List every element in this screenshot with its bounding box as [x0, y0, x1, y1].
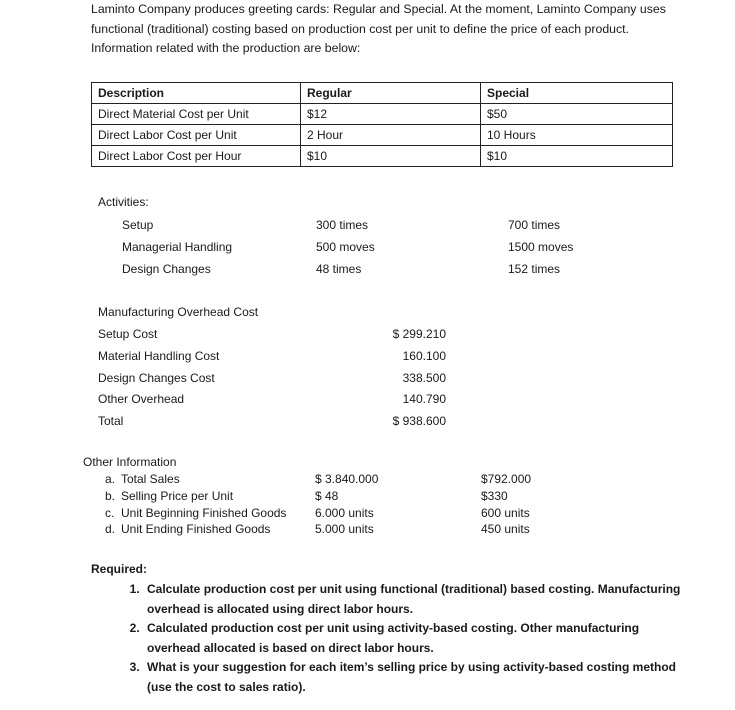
activity-special: 152 times — [508, 262, 561, 276]
overhead-title: Manufacturing Overhead Cost — [98, 305, 259, 319]
header-regular: Regular — [301, 83, 481, 104]
table-cell: 10 Hours — [481, 125, 673, 146]
activity-regular: 48 times — [316, 262, 362, 276]
header-description: Description — [92, 83, 301, 104]
other-info-label: Selling Price per Unit — [121, 489, 234, 503]
activity-name: Design Changes — [122, 262, 211, 276]
table-cell: $12 — [301, 104, 481, 125]
other-info-regular: $ 3.840.000 — [315, 472, 379, 486]
table-cell: Direct Material Cost per Unit — [92, 104, 301, 125]
other-info-regular: $ 48 — [315, 489, 339, 503]
overhead-amount: 160.100 — [402, 349, 446, 363]
header-special: Special — [481, 83, 673, 104]
activity-special: 1500 moves — [508, 240, 574, 254]
table-cell: $10 — [481, 146, 673, 167]
other-info-title: Other Information — [83, 455, 177, 469]
table-cell: 2 Hour — [301, 125, 481, 146]
activity-regular: 300 times — [316, 218, 369, 232]
intro-paragraph: Laminto Company produces greeting cards: Regular and Special. At the moment, Laminto Company uses functional (traditional) costing based on production cost per unit to define the price of each product. Information related with the production are below: — [91, 2, 666, 55]
overhead-label: Design Changes Cost — [98, 371, 215, 385]
cost-table — [91, 82, 673, 167]
activity-special: 700 times — [508, 218, 561, 232]
other-info-regular: 6.000 units — [315, 506, 374, 520]
overhead-total-amount: $ 938.600 — [392, 414, 446, 428]
required-title: Required: — [91, 562, 148, 576]
table-row — [92, 146, 673, 167]
other-info-label: Unit Ending Finished Goods — [121, 522, 271, 536]
table-row — [92, 125, 673, 146]
overhead-label: Other Overhead — [98, 392, 185, 406]
overhead-total-label: Total — [98, 414, 124, 428]
required-item: 1. Calculate production cost per unit using functional (traditional) based costing. Manufacturing overhead is allocated using direct labor hours. — [143, 580, 691, 619]
activity-name: Managerial Handling — [122, 240, 233, 254]
other-info-label: Total Sales — [121, 472, 180, 486]
other-info-special: 600 units — [481, 506, 530, 520]
table-cell: $10 — [301, 146, 481, 167]
other-info-marker: c. — [105, 506, 115, 520]
activities-title: Activities: — [98, 195, 149, 209]
required-section — [91, 562, 691, 697]
required-item: 3. What is your suggestion for each item’s selling price by using activity-based costing method (use the cost to sales ratio). — [143, 658, 691, 697]
other-info-marker: b. — [105, 489, 116, 503]
table-row — [92, 104, 673, 125]
activity-name: Setup — [122, 218, 154, 232]
other-info-special: 450 units — [481, 522, 530, 536]
overhead-amount: $ 299.210 — [392, 327, 446, 341]
table-cell: $50 — [481, 104, 673, 125]
other-info-label: Unit Beginning Finished Goods — [121, 506, 287, 520]
table-cell: Direct Labor Cost per Hour — [92, 146, 301, 167]
overhead-amount: 140.790 — [402, 392, 446, 406]
other-info-special: $330 — [481, 489, 508, 503]
other-info-special: $792.000 — [481, 472, 532, 486]
table-header-row — [92, 83, 673, 104]
overhead-label: Material Handling Cost — [98, 349, 220, 363]
required-item: 2. Calculated production cost per unit using activity-based costing. Other manufacturing overhead allocated is based on direct labor hours. — [143, 619, 691, 658]
other-info-marker: d. — [105, 522, 116, 536]
other-info-regular: 5.000 units — [315, 522, 374, 536]
overhead-amount: 338.500 — [402, 371, 446, 385]
activity-regular: 500 moves — [316, 240, 375, 254]
required-list — [91, 580, 691, 697]
table-cell: Direct Labor Cost per Unit — [92, 125, 301, 146]
overhead-label: Setup Cost — [98, 327, 158, 341]
other-info-marker: a. — [105, 472, 116, 486]
